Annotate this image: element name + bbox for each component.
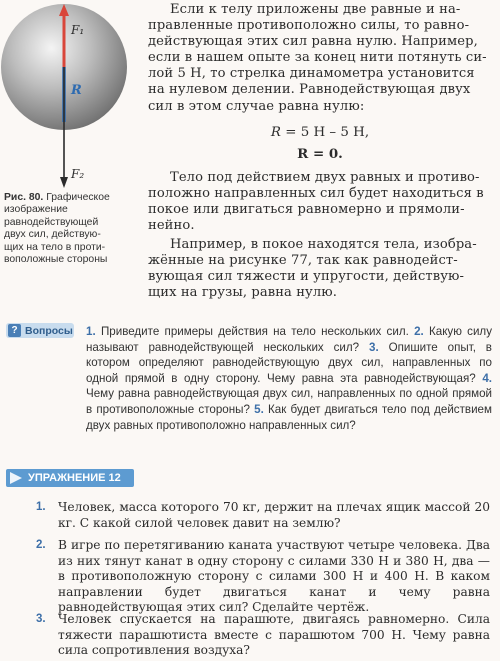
- questions-badge: [6, 323, 74, 338]
- caption-line: равнодействующей: [4, 216, 99, 228]
- exercise-header: [6, 469, 134, 487]
- label-r: R: [71, 83, 82, 98]
- exercise-title: УПРАЖНЕНИЕ 12: [28, 472, 121, 484]
- force-diagram-figure: [0, 0, 138, 190]
- exercise-number: 2.: [36, 539, 46, 551]
- exercise-number: 1.: [36, 501, 46, 513]
- exercise-text: Человек спускается на парашюте, двигаясь равномерно. Сила тяжести парашютиста вместе с парашютом 700 Н. Чему равна сила сопротивления воздуха?: [58, 612, 490, 658]
- question-text: Как будет двигаться тело под действием двух равных противоположно направленных сил?: [86, 402, 492, 432]
- figure-caption: [4, 192, 136, 266]
- caption-line: изображение: [4, 204, 68, 216]
- caption-line: Графическое: [46, 192, 110, 203]
- caption-label: Рис. 80.: [4, 192, 44, 203]
- question-number: 5.: [254, 402, 264, 416]
- equation-1: R = 5 Н – 5 Н,: [270, 125, 370, 140]
- exercise-text: Человек, масса которого 70 кг, держит на плечах ящик массой 20 кг. С какой силой человек давит на землю?: [58, 500, 490, 530]
- exercise-number: 3.: [36, 613, 46, 625]
- paragraph-example: Например, в покое находятся тела, изобра- жённые на рисунке 77, так как равнодейст- вующая сил тяжести и упругости, действую- щих на грузы, равна нулю.: [148, 237, 477, 301]
- equation-2: R = 0.: [297, 146, 343, 162]
- label-f2: F₂: [71, 167, 85, 181]
- force-f2-arrowhead: [60, 177, 68, 188]
- exercise-item: [58, 538, 490, 616]
- question-number: 3.: [369, 340, 379, 354]
- question-text: Опишите опыт, в котором определяют равнодействующую двух сил, направленных по одной прямой в одну сторону. Чему равна эта равнодействующая?: [86, 340, 492, 385]
- question-mark-icon: ?: [8, 324, 21, 337]
- paragraph-zero-resultant: Если к телу приложены две равные и на- правленные противоположно силы, то равно- действующая этих сил равна нулю. Например, если в нашем опыте за конец нити потянуть си- лой 5 Н, то стрелка динамометра установится на нулевом делении. Равнодействующая двух сил в этом случае равна нулю:: [148, 2, 487, 114]
- exercise-item: [58, 500, 490, 531]
- label-f1: F₁: [71, 23, 85, 37]
- exercise-item: [58, 612, 490, 659]
- questions-list: [86, 324, 492, 433]
- exercise-text: В игре по перетягиванию каната участвуют четыре человека. Два из них тянут канат в одну сторону с силами 330 Н и 380 Н, два — в противоположную сторону с силами 300 Н и 400 Н. В каком направлении будет двигаться канат и чему равна равнодействующая этих сил? Сделайте чертёж.: [58, 538, 490, 615]
- questions-badge-label: Вопросы: [25, 324, 73, 337]
- question-text: Чему равна равнодействующая двух сил, направленных по одной прямой в противоположные стороны?: [86, 387, 492, 416]
- question-number: 1.: [86, 325, 96, 338]
- question-number: 4.: [482, 371, 492, 385]
- question-text: Какую силу называют равнодействующей нескольких сил?: [86, 325, 492, 354]
- caption-line: двух сил, действую-: [4, 229, 101, 241]
- question-text: Приведите примеры действия на тело нескольких сил.: [100, 325, 409, 338]
- question-number: 2.: [414, 325, 424, 338]
- paragraph-equilibrium: Тело под действием двух равных и противо- положно направленных сил будет находиться в покое или двигаться равномерно и прямоли- нейно.: [148, 170, 484, 234]
- chevron-right-icon: [10, 472, 22, 484]
- caption-line: щих на тело в проти-: [4, 241, 106, 253]
- caption-line: воположные стороны: [4, 254, 108, 266]
